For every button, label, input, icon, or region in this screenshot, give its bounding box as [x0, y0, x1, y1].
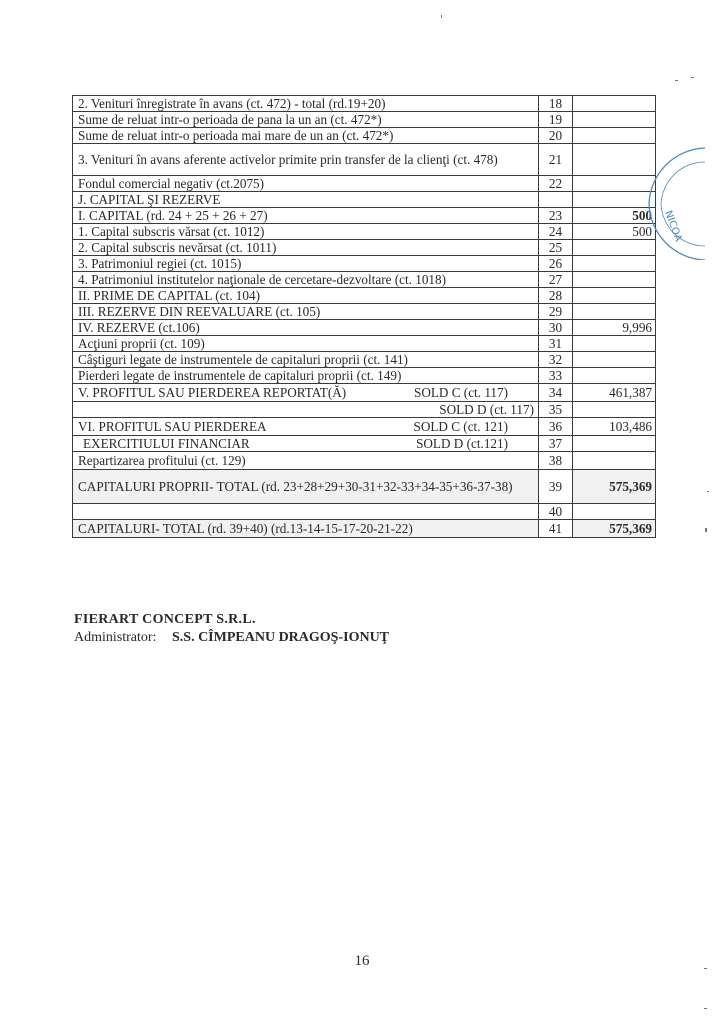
row-label: CAPITALURI- TOTAL (rd. 39+40) (rd.13-14-15-17-20-21-22)	[73, 520, 539, 538]
row-value	[573, 352, 656, 368]
sold-label: SOLD D (ct. 117)	[73, 402, 539, 418]
label-with-sold	[78, 386, 534, 400]
row-label: Acţiuni proprii (ct. 109)	[73, 336, 539, 352]
table-row	[73, 320, 656, 336]
row-number: 39	[539, 470, 573, 504]
scan-mark	[707, 491, 709, 492]
administrator-line	[74, 629, 389, 647]
table-row	[73, 208, 656, 224]
section-title: J. CAPITAL ŞI REZERVE	[73, 192, 539, 208]
label-with-sold	[78, 420, 534, 434]
official-stamp	[643, 140, 713, 260]
table-row	[73, 418, 656, 436]
label-with-sold	[78, 437, 534, 451]
row-value: 500	[573, 208, 656, 224]
row-value	[573, 304, 656, 320]
row-label: V. PROFITUL SAU PIERDEREA REPORTAT(Ă)	[78, 384, 347, 400]
administrator-label: Administrator:	[74, 630, 157, 645]
row-value	[573, 112, 656, 128]
row-number: 23	[539, 208, 573, 224]
stamp-text: NICOA	[662, 209, 684, 244]
row-value	[573, 504, 656, 520]
row-label: Repartizarea profitului (ct. 129)	[73, 452, 539, 470]
row-number: 40	[539, 504, 573, 520]
table-row	[73, 144, 656, 176]
table-row	[73, 256, 656, 272]
row-label: VI. PROFITUL SAU PIERDEREA	[78, 418, 267, 434]
row-label: Fondul comercial negativ (ct.2075)	[73, 176, 539, 192]
row-number: 24	[539, 224, 573, 240]
table-row	[73, 224, 656, 240]
row-label: CAPITALURI PROPRII- TOTAL (rd. 23+28+29+30-31+32-33+34-35+36-37-38)	[73, 470, 539, 504]
row-label: 4. Patrimoniul institutelor naţionale de cercetare-dezvoltare (ct. 1018)	[73, 272, 539, 288]
row-number: 25	[539, 240, 573, 256]
scan-mark	[441, 15, 442, 18]
row-label: II. PRIME DE CAPITAL (ct. 104)	[73, 288, 539, 304]
row-label: 2. Capital subscris nevărsat (ct. 1011)	[73, 240, 539, 256]
row-label: 3. Venituri în avans aferente activelor primite prin transfer de la clienţi (ct. 478)	[73, 144, 539, 176]
sold-label: SOLD C (ct. 117)	[413, 384, 508, 400]
row-number: 29	[539, 304, 573, 320]
administrator-name: S.S. CÎMPEANU DRAGOŞ-IONUŢ	[172, 630, 390, 645]
row-label	[73, 504, 539, 520]
total-row	[73, 520, 656, 538]
row-label: EXERCITIULUI FINANCIAR	[83, 435, 250, 451]
row-label: Pierderi legate de instrumentele de capitaluri proprii (ct. 149)	[73, 368, 539, 384]
row-number: 28	[539, 288, 573, 304]
row-number: 27	[539, 272, 573, 288]
row-number: 30	[539, 320, 573, 336]
table-row	[73, 336, 656, 352]
row-value	[573, 436, 656, 452]
row-number	[539, 192, 573, 208]
row-number: 35	[539, 402, 573, 418]
sold-label: SOLD D (ct.121)	[416, 435, 508, 451]
table-row	[73, 402, 656, 418]
row-number: 36	[539, 418, 573, 436]
row-number: 34	[539, 384, 573, 402]
scan-mark	[675, 80, 678, 81]
row-label: Sume de reluat intr-o perioada de pana la un an (ct. 472*)	[73, 112, 539, 128]
company-name: FIERART CONCEPT S.R.L.	[74, 612, 256, 627]
row-value: 103,486	[573, 418, 656, 436]
row-number: 26	[539, 256, 573, 272]
table-row	[73, 128, 656, 144]
table-row	[73, 452, 656, 470]
table-row	[73, 240, 656, 256]
row-label: 1. Capital subscris vărsat (ct. 1012)	[73, 224, 539, 240]
row-value: 9,996	[573, 320, 656, 336]
table-row	[73, 176, 656, 192]
table-row	[73, 436, 656, 452]
row-value	[573, 288, 656, 304]
row-number: 32	[539, 352, 573, 368]
sold-label: SOLD C (ct. 121)	[413, 418, 508, 434]
table-row	[73, 112, 656, 128]
scan-mark	[704, 1008, 707, 1009]
row-label: III. REZERVE DIN REEVALUARE (ct. 105)	[73, 304, 539, 320]
row-number: 38	[539, 452, 573, 470]
row-value	[573, 452, 656, 470]
row-label-cell	[73, 384, 539, 402]
row-value: 500	[573, 224, 656, 240]
row-label: Câştiguri legate de instrumentele de capitaluri proprii (ct. 141)	[73, 352, 539, 368]
row-label-cell	[73, 418, 539, 436]
row-number: 18	[539, 96, 573, 112]
row-label-cell	[73, 436, 539, 452]
scan-mark	[691, 77, 694, 78]
table-row	[73, 272, 656, 288]
balance-sheet-table	[72, 95, 656, 538]
row-value	[573, 402, 656, 418]
row-value	[573, 272, 656, 288]
row-value	[573, 368, 656, 384]
row-value: 461,387	[573, 384, 656, 402]
table-row	[73, 504, 656, 520]
row-number: 31	[539, 336, 573, 352]
row-label: IV. REZERVE (ct.106)	[73, 320, 539, 336]
total-row	[73, 470, 656, 504]
table-row	[73, 288, 656, 304]
row-label: 2. Venituri înregistrate în avans (ct. 472) - total (rd.19+20)	[73, 96, 539, 112]
row-number: 33	[539, 368, 573, 384]
row-number: 19	[539, 112, 573, 128]
row-value	[573, 96, 656, 112]
row-number: 22	[539, 176, 573, 192]
table-row	[73, 304, 656, 320]
row-value: 575,369	[573, 520, 656, 538]
table-row	[73, 368, 656, 384]
row-number: 21	[539, 144, 573, 176]
row-number: 41	[539, 520, 573, 538]
row-value	[573, 336, 656, 352]
row-number: 37	[539, 436, 573, 452]
section-header-row	[73, 192, 656, 208]
signature-block	[74, 611, 389, 647]
row-label: 3. Patrimoniul regiei (ct. 1015)	[73, 256, 539, 272]
table-row	[73, 384, 656, 402]
table-row	[73, 352, 656, 368]
row-label: I. CAPITAL (rd. 24 + 25 + 26 + 27)	[73, 208, 539, 224]
table-row	[73, 96, 656, 112]
scan-mark	[705, 528, 707, 532]
row-value: 575,369	[573, 470, 656, 504]
page-number: 16	[354, 953, 370, 969]
row-number: 20	[539, 128, 573, 144]
row-label: Sume de reluat intr-o perioada mai mare de un an (ct. 472*)	[73, 128, 539, 144]
